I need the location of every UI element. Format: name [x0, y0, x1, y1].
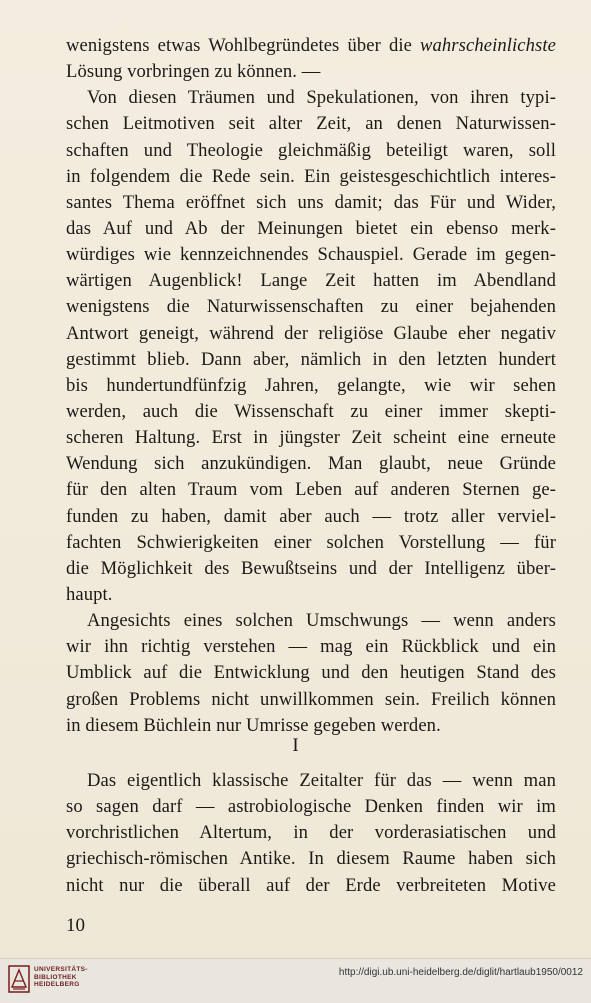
text-line: Von diesen Träumen und Spekulationen, von ihren typi- [87, 87, 556, 109]
text-line: für den alten Traum vom Leben auf anderen Sternen ge- [66, 479, 556, 501]
text-line: wenigstens die Naturwissenschaften zu einer bejahenden [66, 296, 556, 318]
text-line: in folgendem die Rede sein. Ein geistesgeschichtlich interes- [66, 165, 556, 187]
section-text [66, 768, 556, 899]
logo-line: HEIDELBERG [34, 981, 80, 988]
text-line: funden zu haben, damit aber auch — trotz aller verviel- [66, 505, 556, 527]
text-line: die Möglichkeit des Bewußtseins und der Intelligenz über- [66, 557, 556, 579]
library-logo-text [34, 966, 88, 989]
text-line: würdiges wie kennzeichnendes Schauspiel. Gerade im gegen- [66, 244, 556, 266]
source-url-link[interactable]: http://digi.ub.uni-heidelberg.de/diglit/hartlaub1950/0012 [338, 967, 583, 978]
university-seal-icon [8, 965, 30, 993]
text-line: wenigstens etwas Wohlbegründetes über die wahrscheinlichste [66, 35, 556, 56]
footer-bar [0, 958, 591, 1003]
logo-line: UNIVERSITÄTS- [34, 966, 88, 973]
text-line: Antwort geneigt, während der religiöse Glaube eher negativ [66, 322, 556, 344]
text-line: werden, auch die Wissenschaft zu einer immer skepti- [66, 400, 556, 422]
text-line: großen Problems nicht unwillkommen sein. Freilich können [66, 688, 556, 710]
text-line: haupt. [66, 583, 113, 605]
text-line: wir ihn richtig verstehen — mag ein Rückblick und ein [66, 636, 556, 658]
text-line: Wendung sich anzukündigen. Man glaubt, neue Gründe [66, 453, 556, 475]
page-number: 10 [66, 915, 85, 936]
logo-line: BIBLIOTHEK [34, 973, 77, 981]
text-line: so sagen darf — astrobiologische Denken finden wir im [66, 796, 556, 818]
text-line: in diesem Büchlein nur Umrisse gegeben werden. [66, 714, 441, 736]
text-line: Das eigentlich klassische Zeitalter für das — wenn man [87, 770, 556, 791]
text-line: scheren Haltung. Erst in jüngster Zeit scheint eine erneute [66, 427, 556, 449]
text-line: griechisch-römischen Antike. In diesem Raume haben sich [66, 848, 556, 870]
section-heading: I [292, 735, 299, 756]
text-line: fachten Schwierigkeiten einer solchen Vorstellung — für [66, 531, 556, 553]
text-line: Lösung vorbringen zu können. — [66, 61, 321, 83]
text-line: gestimmt blieb. Dann aber, nämlich in den letzten hundert [66, 348, 556, 370]
text-line: Umblick auf die Entwicklung und den heutigen Stand des [66, 662, 556, 684]
text-line: wärtigen Augenblick! Lange Zeit hatten im Abendland [66, 270, 556, 292]
text-line: schen Leitmotiven seit alter Zeit, an denen Naturwissen- [66, 113, 556, 135]
text-line: nicht nur die überall auf der Erde verbreiteten Motive [66, 874, 556, 896]
text-line: schaften und Theologie gleichmäßig beteiligt waren, soll [66, 139, 556, 161]
text-line: santes Thema eröffnet sich uns damit; das Für und Wider, [66, 191, 556, 213]
text-line: Angesichts eines solchen Umschwungs — wenn anders [87, 610, 556, 632]
text-line: das Auf und Ab der Meinungen bietet ein ebenso merk- [66, 217, 556, 239]
main-text [66, 33, 556, 739]
text-line: bis hundertundfünfzig Jahren, gelangte, wie wir sehen [66, 374, 556, 396]
text-line: vorchristlichen Altertum, in der vorderasiatischen und [66, 822, 556, 844]
